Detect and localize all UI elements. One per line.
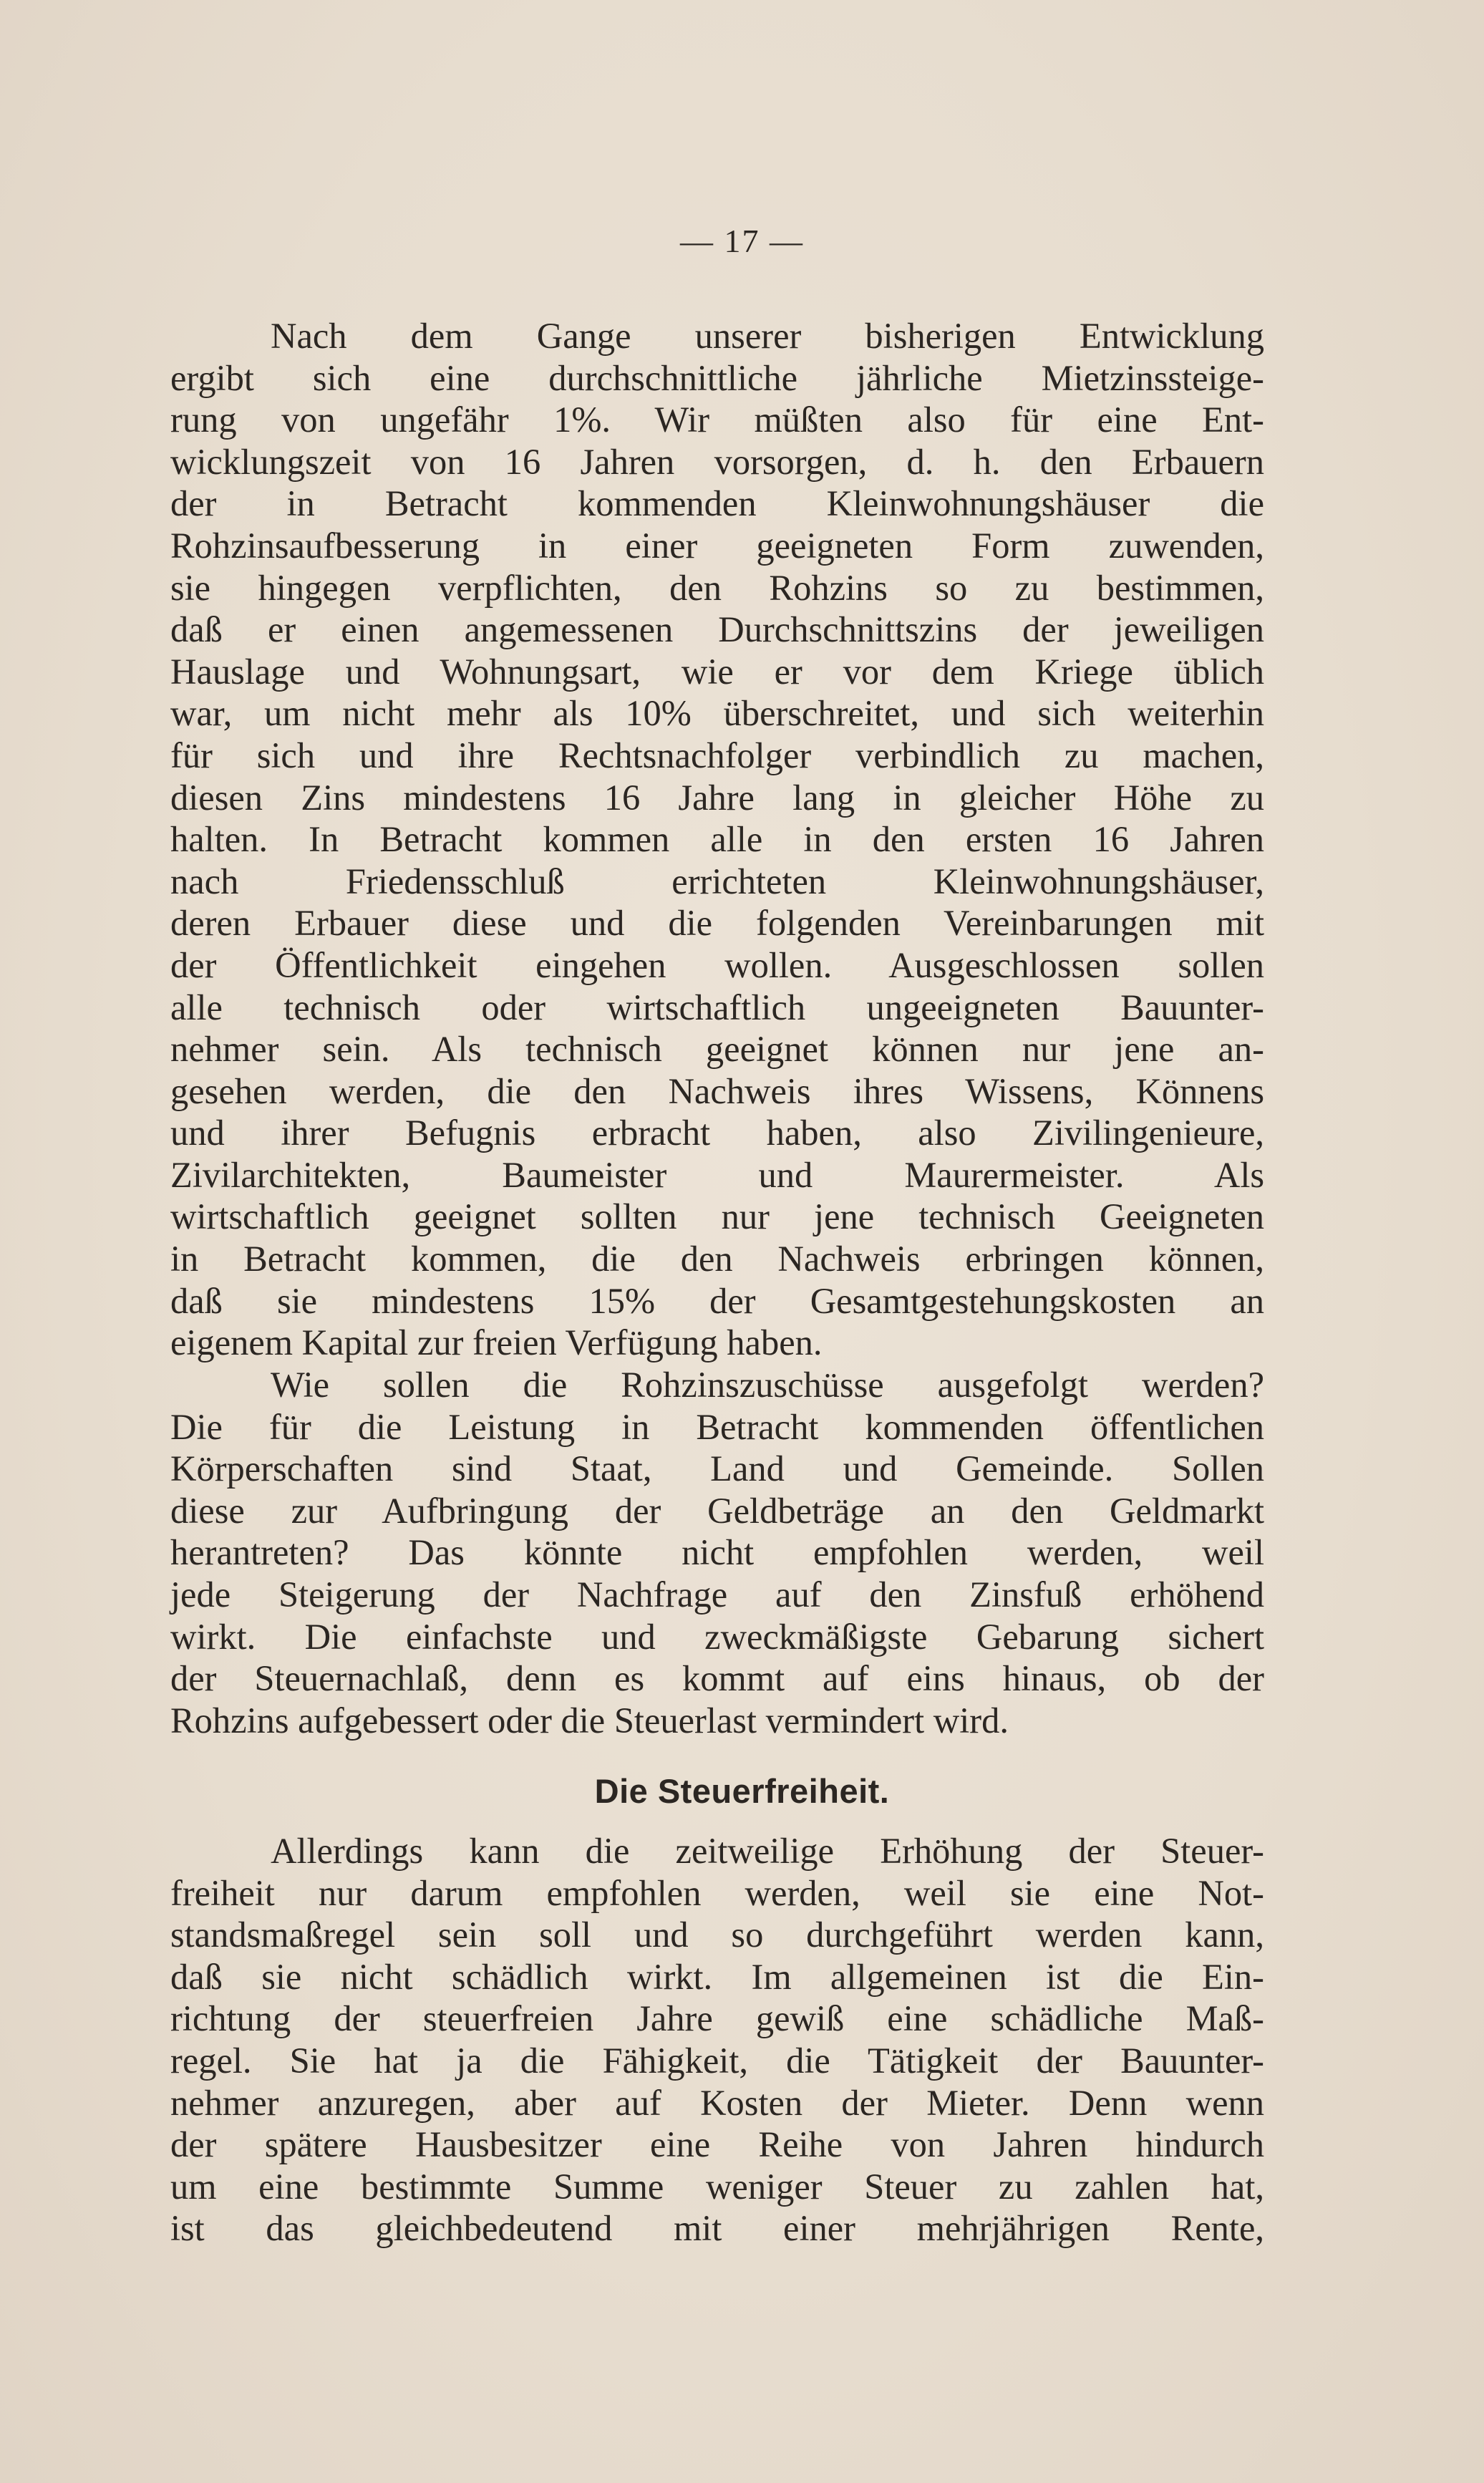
text-line: herantreten? Das könnte nicht empfohlen werden, weil [170,1532,1264,1573]
text-line: richtung der steuerfreien Jahre gewiß eine schädliche Maß- [170,1998,1264,2039]
text-line: in Betracht kommen, die den Nachweis erbringen können, [170,1239,1264,1279]
text-line: Hauslage und Wohnungsart, wie er vor dem Kriege üblich [170,651,1264,692]
text-line: daß sie mindestens 15% der Gesamtgestehungskosten an [170,1280,1264,1321]
paragraph-2 [170,1364,1264,1741]
text-line: Rohzins aufgebessert oder die Steuerlast vermindert wird. [170,1700,1009,1741]
section-heading: Die Steuerfreiheit. [594,1772,890,1810]
text-line: alle technisch oder wirtschaftlich ungeeigneten Bauunter- [170,987,1264,1027]
text-line: wirkt. Die einfachste und zweckmäßigste Gebarung sichert [170,1616,1264,1657]
text-line: Nach dem Gange unserer bisherigen Entwicklung [271,316,1264,356]
text-line: der spätere Hausbesitzer eine Reihe von Jahren hindurch [170,2124,1264,2165]
text-line: nehmer anzuregen, aber auf Kosten der Mieter. Denn wenn [170,2082,1264,2123]
text-line: war, um nicht mehr als 10% überschreitet, und sich weiterhin [170,693,1264,734]
text-line: Allerdings kann die zeitweilige Erhöhung der Steuer- [271,1831,1264,1871]
text-line: sie hingegen verpflichten, den Rohzins so zu bestimmen, [170,567,1264,608]
text-line: ergibt sich eine durchschnittliche jährliche Mietzinssteige- [170,357,1264,398]
text-line: daß sie nicht schädlich wirkt. Im allgemeinen ist die Ein- [170,1956,1264,1997]
text-line: um eine bestimmte Summe weniger Steuer zu zahlen hat, [170,2166,1264,2207]
text-line: wicklungszeit von 16 Jahren vorsorgen, d. h. den Erbauern [170,441,1264,482]
text-line: Körperschaften sind Staat, Land und Gemeinde. Sollen [170,1448,1264,1489]
text-line: eigenem Kapital zur freien Verfügung haben. [170,1322,823,1363]
text-line: wirtschaftlich geeignet sollten nur jene technisch Geeigneten [170,1196,1264,1237]
text-line: daß er einen angemessenen Durchschnittszins der jeweiligen [170,609,1264,650]
text-line: deren Erbauer diese und die folgenden Vereinbarungen mit [170,903,1264,944]
text-line: für sich und ihre Rechtsnachfolger verbindlich zu machen, [170,735,1264,775]
page-number: — 17 — [680,223,804,259]
text-line: standsmaßregel sein soll und so durchgeführt werden kann, [170,1915,1264,1955]
text-line: Zivilarchitekten, Baumeister und Maurermeister. Als [170,1154,1264,1195]
text-line: und ihrer Befugnis erbracht haben, also Zivilingenieure, [170,1113,1264,1153]
text-line: regel. Sie hat ja die Fähigkeit, die Tätigkeit der Bauunter- [170,2040,1264,2081]
text-line: ist das gleichbedeutend mit einer mehrjährigen Rente, [170,2208,1264,2249]
paragraph-3 [170,1830,1264,2250]
text-line: halten. In Betracht kommen alle in den ersten 16 Jahren [170,819,1264,860]
text-line: Wie sollen die Rohzinszuschüsse ausgefolgt werden? [271,1365,1264,1405]
text-line: der Steuernachlaß, denn es kommt auf eins hinaus, ob der [170,1658,1264,1699]
paragraph-1 [170,315,1264,1364]
text-line: jede Steigerung der Nachfrage auf den Zinsfuß erhöhend [170,1574,1264,1615]
text-line: Die für die Leistung in Betracht kommenden öffentlichen [170,1406,1264,1447]
text-line: rung von ungefähr 1%. Wir müßten also für eine Ent- [170,400,1264,440]
text-line: nach Friedensschluß errichteten Kleinwohnungshäuser, [170,861,1264,901]
text-line: der in Betracht kommenden Kleinwohnungshäuser die [170,483,1264,524]
text-line: freiheit nur darum empfohlen werden, weil sie eine Not- [170,1872,1264,1913]
text-line: gesehen werden, die den Nachweis ihres Wissens, Könnens [170,1070,1264,1111]
text-line: diese zur Aufbringung der Geldbeträge an den Geldmarkt [170,1490,1264,1531]
text-line: Rohzinsaufbesserung in einer geeigneten Form zuwenden, [170,525,1264,566]
text-line: der Öffentlichkeit eingehen wollen. Ausgeschlossen sollen [170,944,1264,985]
text-line: diesen Zins mindestens 16 Jahre lang in gleicher Höhe zu [170,777,1264,818]
text-line: nehmer sein. Als technisch geeignet können nur jene an- [170,1029,1264,1070]
